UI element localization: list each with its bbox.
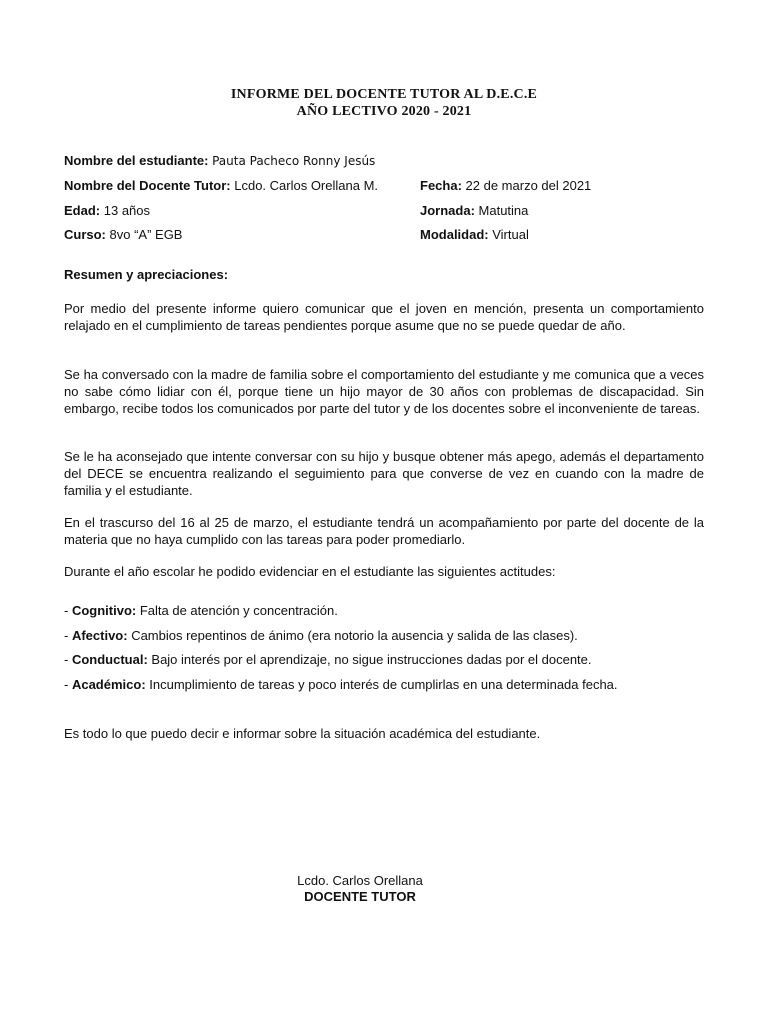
attitude-text: Falta de atención y concentración.: [136, 603, 338, 618]
shift-label: Jornada:: [420, 203, 475, 218]
attitude-label: Conductual:: [71, 652, 148, 667]
signature-role: DOCENTE TUTOR: [304, 889, 416, 904]
attitude-prefix: -: [64, 628, 72, 643]
title-line-1: INFORME DEL DOCENTE TUTOR AL D.E.C.E: [230, 87, 538, 102]
tutor-name-value: Lcdo. Carlos Orellana M.: [234, 178, 379, 193]
attitude-text: Bajo interés por el aprendizaje, no sigue instrucciones dadas por el docente.: [147, 652, 592, 667]
closing-paragraph: Es todo lo que puedo decir e informar sobre la situación académica del estudiante.: [64, 726, 541, 741]
course-field: [64, 227, 182, 243]
student-name-value: Pauta Pacheco Ronny Jesús: [212, 154, 376, 168]
attitude-item-academico: [64, 677, 618, 693]
age-value: 13 años: [103, 203, 151, 218]
attitude-item-conductual: [64, 652, 592, 668]
tutor-name-field: [64, 178, 378, 194]
tutor-name-label: Nombre del Docente Tutor:: [64, 178, 231, 193]
attitude-prefix: -: [64, 677, 72, 692]
course-value: 8vo “A” EGB: [109, 227, 183, 242]
paragraph-4: En el trascurso del 16 al 25 de marzo, el estudiante tendrá un acompañamiento por parte del docente de la materia que no haya cumplido con las tareas para poder promediarlo.: [64, 515, 704, 547]
paragraph-5: Durante el año escolar he podido evidenciar en el estudiante las siguientes actitudes:: [64, 564, 556, 579]
student-name-field: [64, 153, 375, 169]
student-name-label: Nombre del estudiante:: [64, 153, 209, 168]
attitude-text: Cambios repentinos de ánimo (era notorio la ausencia y salida de las clases).: [127, 628, 578, 643]
date-label: Fecha:: [420, 178, 462, 193]
mode-field: [420, 227, 529, 243]
age-field: [64, 203, 150, 219]
paragraph-3: Se le ha aconsejado que intente conversar con su hijo y busque obtener más apego, además el departamento del DECE se encuentra realizando el seguimiento para que converse de vez en cuando con la madre de familia y el estudiante.: [64, 449, 704, 498]
attitude-prefix: -: [64, 603, 72, 618]
date-value: 22 de marzo del 2021: [465, 178, 592, 193]
attitude-label: Afectivo:: [71, 628, 128, 643]
date-field: [420, 178, 591, 194]
attitude-label: Cognitivo:: [71, 603, 137, 618]
document-title: [0, 86, 768, 120]
shift-field: [420, 203, 528, 219]
shift-value: Matutina: [478, 203, 529, 218]
course-label: Curso:: [64, 227, 106, 242]
title-line-2: AÑO LECTIVO 2020 - 2021: [296, 104, 472, 119]
age-label: Edad:: [64, 203, 101, 218]
attitude-item-cognitivo: [64, 603, 338, 619]
attitude-prefix: -: [64, 652, 72, 667]
attitude-label: Académico:: [71, 677, 146, 692]
signature-name: Lcdo. Carlos Orellana: [297, 873, 423, 888]
summary-heading: Resumen y apreciaciones:: [64, 267, 229, 282]
paragraph-2: Se ha conversado con la madre de familia sobre el comportamiento del estudiante y me comunica que a veces no sabe cómo lidiar con él, porque tiene un hijo mayor de 30 años con problemas de discapacidad. Sin embargo, recibe todos los comunicados por parte del tutor y de los docentes sobre el inconveniente de tareas.: [64, 367, 704, 416]
signature-block: [260, 873, 460, 905]
attitude-item-afectivo: [64, 628, 578, 644]
mode-label: Modalidad:: [420, 227, 489, 242]
paragraph-1: Por medio del presente informe quiero comunicar que el joven en mención, presenta un comportamiento relajado en el cumplimiento de tareas pendientes porque asume que no se puede quedar de año.: [64, 301, 704, 333]
attitude-text: Incumplimiento de tareas y poco interés de cumplirlas en una determinada fecha.: [145, 677, 618, 692]
mode-value: Virtual: [492, 227, 529, 242]
